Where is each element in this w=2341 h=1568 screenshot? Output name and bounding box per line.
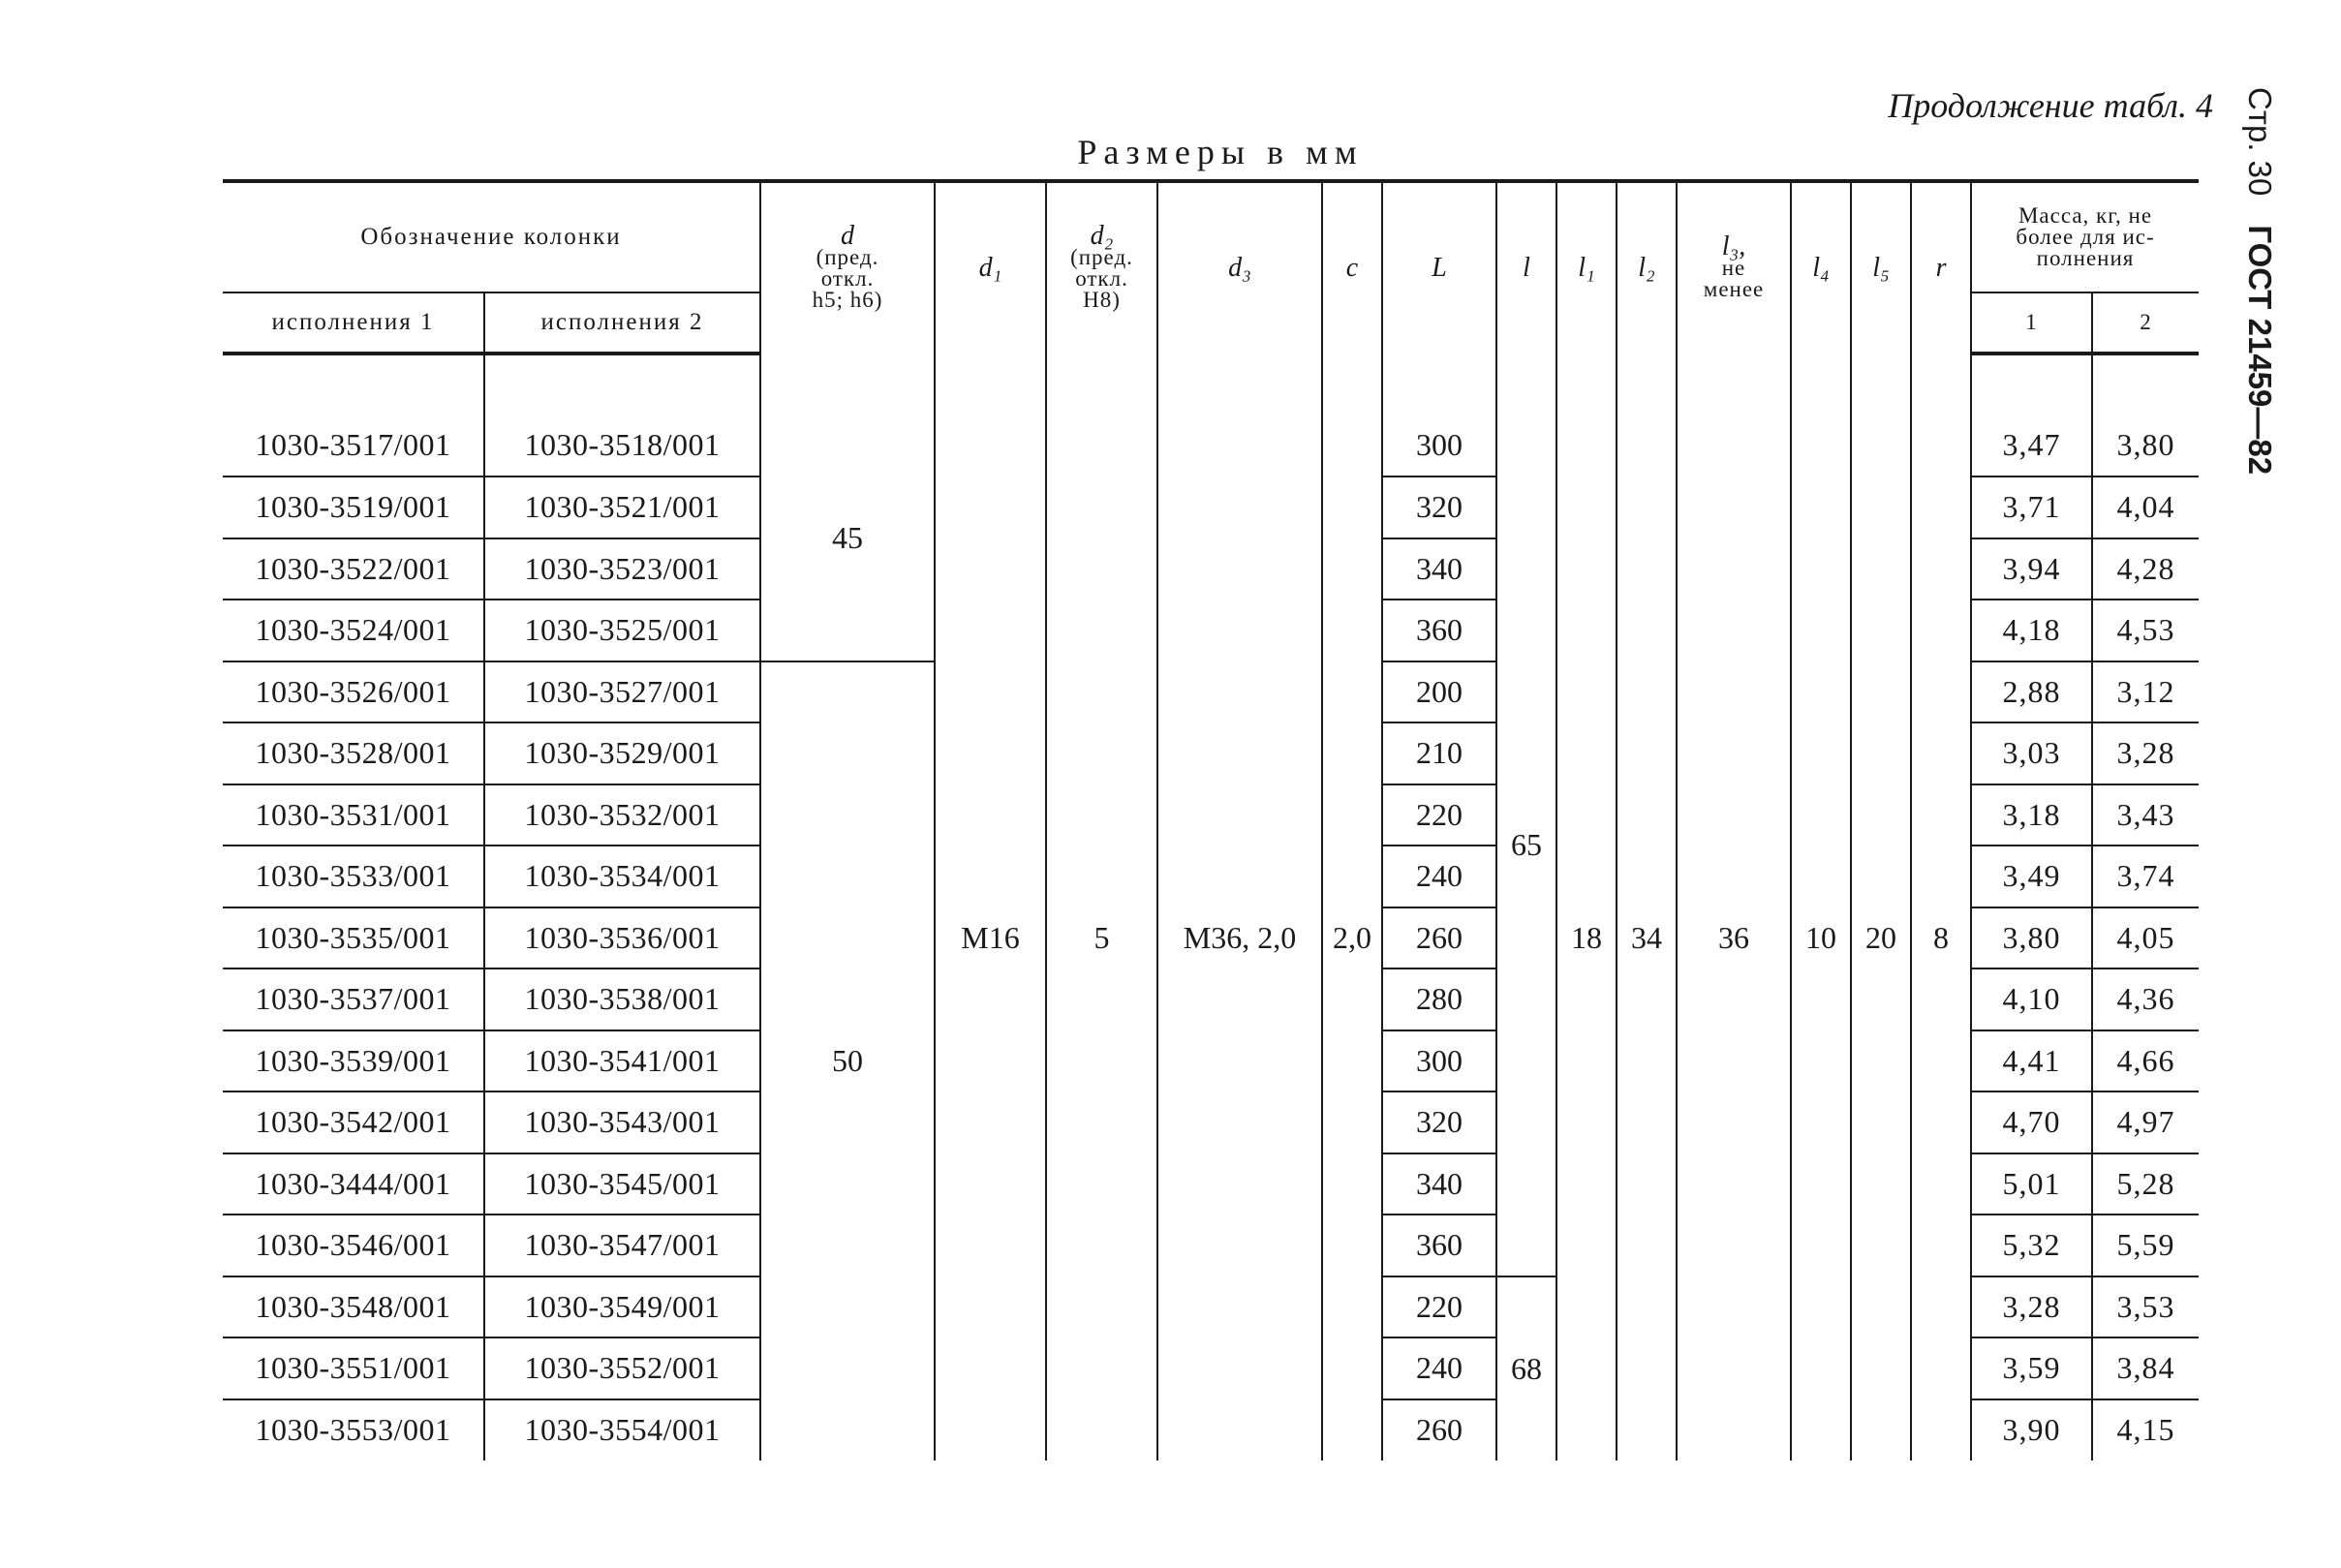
cell-mass-1: 4,18	[1971, 600, 2092, 661]
cell-execution-1: 1030-3517/001	[223, 415, 484, 477]
cell-L: 360	[1382, 1214, 1496, 1276]
cell-execution-2: 1030-3538/001	[484, 968, 760, 1030]
cell-execution-1: 1030-3528/001	[223, 723, 484, 784]
standard-number: ГОСТ 21459—82	[2242, 225, 2278, 476]
cell-execution-1: 1030-3531/001	[223, 784, 484, 846]
cell-d-50: 50	[760, 661, 935, 1461]
spacer-cell	[1791, 354, 1851, 415]
cell-mass-1: 4,10	[1971, 968, 2092, 1030]
header-d3: d₃	[1157, 181, 1322, 354]
cell-execution-2: 1030-3527/001	[484, 661, 760, 723]
units-note: Размеры в мм	[1077, 133, 1364, 171]
spacer-cell	[2092, 354, 2199, 415]
spacer-cell	[1971, 354, 2092, 415]
cell-l3: 36	[1677, 415, 1791, 1461]
cell-mass-2: 5,59	[2092, 1214, 2199, 1276]
cell-execution-2: 1030-3554/001	[484, 1399, 760, 1461]
cell-mass-1: 4,70	[1971, 1091, 2092, 1153]
cell-execution-2: 1030-3523/001	[484, 538, 760, 600]
header-mass-2: 2	[2092, 292, 2199, 354]
cell-L: 240	[1382, 845, 1496, 907]
cell-execution-2: 1030-3534/001	[484, 845, 760, 907]
cell-mass-1: 4,41	[1971, 1030, 2092, 1092]
cell-d1: М16	[935, 415, 1046, 1461]
table-continuation-caption: Продолжение табл. 4	[1888, 86, 2213, 125]
spacer-cell	[1157, 354, 1322, 415]
cell-mass-2: 3,74	[2092, 845, 2199, 907]
cell-mass-1: 5,32	[1971, 1214, 2092, 1276]
cell-mass-2: 3,84	[2092, 1337, 2199, 1399]
cell-mass-2: 3,12	[2092, 661, 2199, 723]
cell-d2: 5	[1046, 415, 1157, 1461]
header-execution-1: исполнения 1	[223, 292, 484, 354]
header-l1: l₁	[1556, 181, 1617, 354]
table-spacer-row	[223, 354, 2199, 415]
dimensions-table	[223, 179, 2199, 1460]
cell-mass-2: 4,04	[2092, 477, 2199, 538]
header-designation: Обозначение колонки	[223, 181, 760, 292]
cell-execution-1: 1030-3542/001	[223, 1091, 484, 1153]
cell-L: 200	[1382, 661, 1496, 723]
cell-execution-1: 1030-3535/001	[223, 907, 484, 969]
cell-execution-2: 1030-3545/001	[484, 1153, 760, 1215]
cell-l2: 34	[1617, 415, 1677, 1461]
header-l5: l₅	[1851, 181, 1911, 354]
cell-d3: М36, 2,0	[1157, 415, 1322, 1461]
cell-mass-2: 4,36	[2092, 968, 2199, 1030]
cell-execution-1: 1030-3537/001	[223, 968, 484, 1030]
cell-L: 320	[1382, 477, 1496, 538]
cell-execution-2: 1030-3541/001	[484, 1030, 760, 1092]
header-l: l	[1496, 181, 1556, 354]
cell-L: 360	[1382, 600, 1496, 661]
spacer-cell	[1617, 354, 1677, 415]
cell-L: 220	[1382, 784, 1496, 846]
header-r: r	[1911, 181, 1971, 354]
cell-mass-2: 5,28	[2092, 1153, 2199, 1215]
spacer-cell	[1382, 354, 1496, 415]
cell-mass-1: 2,88	[1971, 661, 2092, 723]
spacer-cell	[935, 354, 1046, 415]
cell-execution-2: 1030-3552/001	[484, 1337, 760, 1399]
cell-l-68: 68	[1496, 1276, 1556, 1461]
header-l2: l₂	[1617, 181, 1677, 354]
header-d2: d₂ (пред. откл. H8)	[1046, 181, 1157, 354]
cell-execution-2: 1030-3525/001	[484, 600, 760, 661]
header-mass: Масса, кг, не более для ис- полнения	[1971, 181, 2199, 292]
cell-mass-2: 3,28	[2092, 723, 2199, 784]
cell-L: 240	[1382, 1337, 1496, 1399]
cell-mass-2: 4,53	[2092, 600, 2199, 661]
cell-execution-2: 1030-3549/001	[484, 1276, 760, 1338]
cell-execution-2: 1030-3543/001	[484, 1091, 760, 1153]
cell-mass-1: 3,28	[1971, 1276, 2092, 1338]
page-side-label	[2235, 87, 2284, 533]
spacer-cell	[1496, 354, 1556, 415]
page-number: Стр. 30	[2242, 87, 2278, 197]
table-body	[223, 354, 2199, 1460]
cell-L: 260	[1382, 1399, 1496, 1461]
cell-execution-2: 1030-3521/001	[484, 477, 760, 538]
cell-mass-2: 4,28	[2092, 538, 2199, 600]
spacer-cell	[760, 354, 935, 415]
cell-mass-2: 3,80	[2092, 415, 2199, 477]
header-execution-2: исполнения 2	[484, 292, 760, 354]
cell-L: 340	[1382, 538, 1496, 600]
cell-L: 280	[1382, 968, 1496, 1030]
cell-mass-1: 5,01	[1971, 1153, 2092, 1215]
header-d: d (пред. откл. h5; h6)	[760, 181, 935, 354]
cell-execution-1: 1030-3522/001	[223, 538, 484, 600]
cell-l1: 18	[1556, 415, 1617, 1461]
cell-mass-1: 3,80	[1971, 907, 2092, 969]
cell-execution-1: 1030-3444/001	[223, 1153, 484, 1215]
cell-mass-2: 4,05	[2092, 907, 2199, 969]
spacer-cell	[1322, 354, 1382, 415]
cell-c: 2,0	[1322, 415, 1382, 1461]
cell-mass-2: 3,53	[2092, 1276, 2199, 1338]
cell-mass-2: 3,43	[2092, 784, 2199, 846]
header-l4: l₄	[1791, 181, 1851, 354]
cell-mass-1: 3,49	[1971, 845, 2092, 907]
cell-mass-1: 3,18	[1971, 784, 2092, 846]
cell-L: 320	[1382, 1091, 1496, 1153]
cell-l4: 10	[1791, 415, 1851, 1461]
cell-mass-2: 4,15	[2092, 1399, 2199, 1461]
cell-L: 300	[1382, 415, 1496, 477]
spacer-cell	[1556, 354, 1617, 415]
cell-mass-2: 4,97	[2092, 1091, 2199, 1153]
spacer-cell	[484, 354, 760, 415]
cell-mass-1: 3,03	[1971, 723, 2092, 784]
cell-execution-1: 1030-3533/001	[223, 845, 484, 907]
cell-execution-1: 1030-3553/001	[223, 1399, 484, 1461]
cell-execution-1: 1030-3546/001	[223, 1214, 484, 1276]
cell-mass-1: 3,59	[1971, 1337, 2092, 1399]
cell-L: 340	[1382, 1153, 1496, 1215]
cell-L: 220	[1382, 1276, 1496, 1338]
cell-l-65: 65	[1496, 415, 1556, 1276]
cell-r: 8	[1911, 415, 1971, 1461]
header-l3: l₃, не менее	[1677, 181, 1791, 354]
cell-execution-1: 1030-3539/001	[223, 1030, 484, 1092]
header-mass-1: 1	[1971, 292, 2092, 354]
spacer-cell	[223, 354, 484, 415]
header-d1: d₁	[935, 181, 1046, 354]
cell-L: 260	[1382, 907, 1496, 969]
cell-execution-1: 1030-3524/001	[223, 600, 484, 661]
spacer-cell	[1911, 354, 1971, 415]
cell-execution-1: 1030-3548/001	[223, 1276, 484, 1338]
cell-L: 300	[1382, 1030, 1496, 1092]
table-row	[223, 415, 2199, 477]
cell-execution-2: 1030-3518/001	[484, 415, 760, 477]
cell-d-45: 45	[760, 415, 935, 661]
cell-mass-2: 4,66	[2092, 1030, 2199, 1092]
spacer-cell	[1677, 354, 1791, 415]
cell-mass-1: 3,71	[1971, 477, 2092, 538]
spacer-cell	[1851, 354, 1911, 415]
cell-l5: 20	[1851, 415, 1911, 1461]
cell-mass-1: 3,94	[1971, 538, 2092, 600]
spacer-cell	[1046, 354, 1157, 415]
cell-L: 210	[1382, 723, 1496, 784]
cell-execution-1: 1030-3526/001	[223, 661, 484, 723]
cell-execution-1: 1030-3519/001	[223, 477, 484, 538]
header-c: c	[1322, 181, 1382, 354]
cell-execution-2: 1030-3536/001	[484, 907, 760, 969]
cell-execution-2: 1030-3529/001	[484, 723, 760, 784]
cell-execution-2: 1030-3532/001	[484, 784, 760, 846]
header-L: L	[1382, 181, 1496, 354]
cell-execution-1: 1030-3551/001	[223, 1337, 484, 1399]
cell-execution-2: 1030-3547/001	[484, 1214, 760, 1276]
cell-mass-1: 3,90	[1971, 1399, 2092, 1461]
cell-mass-1: 3,47	[1971, 415, 2092, 477]
